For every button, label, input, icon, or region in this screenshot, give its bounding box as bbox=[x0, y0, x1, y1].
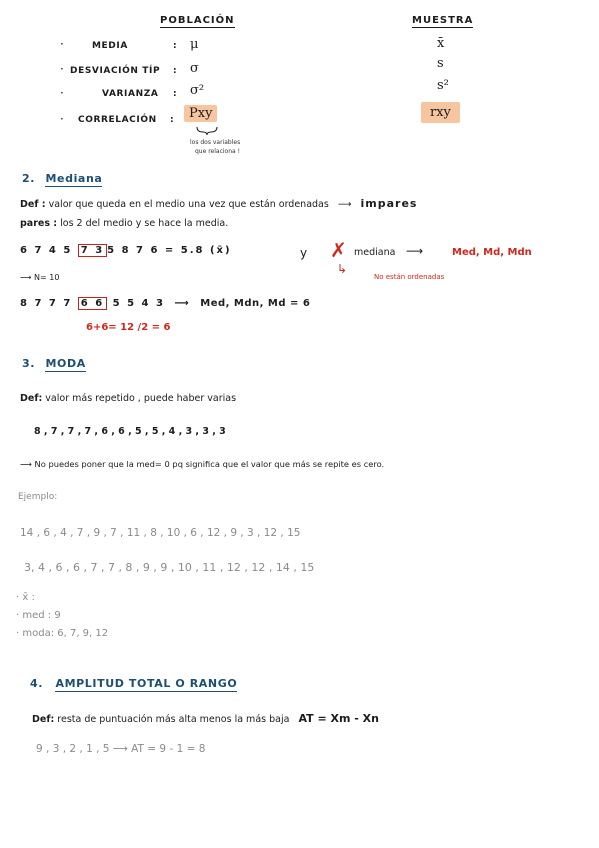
pares-prefix: pares : bbox=[20, 218, 58, 229]
arrow-icon: ⟶ bbox=[20, 273, 32, 282]
moda-def-line bbox=[20, 393, 236, 404]
pob-desviacion-symbol: σ bbox=[190, 61, 199, 76]
section-3-title: MODA bbox=[45, 357, 86, 370]
sub-arrow-icon: ↳ bbox=[337, 262, 348, 276]
section-2-heading bbox=[22, 172, 102, 185]
ex2-boxed-values: 6 6 bbox=[78, 297, 107, 310]
row-label-varianza: VARIANZA bbox=[102, 89, 159, 99]
pob-media-symbol: μ bbox=[190, 37, 199, 52]
bullet-dot: · bbox=[60, 62, 64, 76]
amplitud-formula: AT = Xm - Xn bbox=[298, 712, 379, 725]
arrow-icon: ⟶ bbox=[20, 459, 32, 469]
ex1-y: y bbox=[300, 246, 308, 260]
mediana-notations: Med, Md, Mdn bbox=[452, 247, 532, 258]
bullet-median: · med : 9 bbox=[16, 610, 61, 621]
ex2-result: Med, Mdn, Md = 6 bbox=[200, 298, 311, 309]
muestra-header bbox=[412, 15, 473, 26]
mue-correlacion-highlight: rxy bbox=[421, 102, 460, 123]
muestra-header-label: MUESTRA bbox=[412, 15, 474, 26]
pob-correlacion-highlight: Pxy bbox=[184, 105, 217, 122]
arrow-icon: ⟶ bbox=[406, 244, 424, 258]
bullet-moda: · moda: 6, 7, 9, 12 bbox=[16, 628, 109, 639]
amplitud-def-line bbox=[32, 712, 379, 725]
n-note bbox=[20, 273, 59, 282]
ex2-post: 5 5 4 3 bbox=[112, 298, 165, 309]
row-colon: : bbox=[173, 41, 178, 51]
section-4-heading bbox=[30, 677, 237, 690]
ex2-pre: 8 7 7 7 bbox=[20, 298, 73, 309]
mue-media-symbol: x̄ bbox=[437, 36, 445, 51]
ex2-calculation: 6+6= 12 /2 = 6 bbox=[86, 322, 171, 333]
ex1-pre: 6 7 4 5 bbox=[20, 245, 73, 256]
mediana-def-text: valor que queda en el medio una vez que están ordenadas bbox=[48, 199, 329, 210]
bullet-dot: · bbox=[60, 86, 64, 100]
cross-icon: ✗ bbox=[330, 238, 347, 262]
amplitud-example: 9 , 3 , 2 , 1 , 5 ⟶ AT = 9 - 1 = 8 bbox=[36, 743, 206, 755]
example-sequence-1: 14 , 6 , 4 , 7 , 9 , 7 , 11 , 8 , 10 , 6 , 12 , 9 , 3 , 12 , 15 bbox=[20, 527, 301, 539]
poblacion-header bbox=[160, 15, 235, 26]
example-sequence-2: 3, 4 , 6 , 6 , 7 , 7 , 8 , 9 , 9 , 10 , 11 , 12 , 12 , 14 , 15 bbox=[24, 561, 315, 574]
ex1-post: 5 8 7 6 = 5.8 (x̄) bbox=[107, 245, 232, 256]
def-prefix: Def : bbox=[20, 199, 46, 210]
section-3-number: 3. bbox=[22, 357, 36, 370]
poblacion-header-label: POBLACIÓN bbox=[160, 15, 235, 26]
section-2-number: 2. bbox=[22, 172, 36, 185]
moda-note-text: No puedes poner que la med= 0 pq significa que el valor que más se repite es cero. bbox=[34, 459, 385, 469]
pares-text: los 2 del medio y se hace la media. bbox=[60, 218, 229, 229]
brace-icon bbox=[196, 126, 218, 136]
mue-varianza-symbol: s² bbox=[437, 78, 449, 93]
moda-note bbox=[20, 459, 384, 469]
mediana-example-2 bbox=[20, 298, 310, 309]
brace-note-line-2: que relaciona ! bbox=[195, 148, 241, 155]
bullet-mean: · x̄ : bbox=[16, 592, 35, 603]
row-colon: : bbox=[173, 89, 178, 99]
moda-sequence: 8 , 7 , 7 , 7 , 6 , 6 , 5 , 5 , 4 , 3 , 3 , 3 bbox=[34, 426, 226, 437]
row-colon: : bbox=[170, 115, 175, 125]
amplitud-def-text: resta de puntuación más alta menos la más baja bbox=[57, 714, 290, 725]
pob-correlacion-symbol bbox=[184, 106, 217, 121]
n-value: N= 10 bbox=[34, 273, 60, 282]
row-label-media: MEDIA bbox=[92, 41, 128, 51]
section-4-number: 4. bbox=[30, 677, 44, 690]
mediana-word: mediana bbox=[354, 247, 396, 258]
no-ordenadas-note: No están ordenadas bbox=[374, 273, 445, 281]
section-3-heading bbox=[22, 357, 86, 370]
arrow-icon: ⟶ bbox=[337, 199, 352, 210]
def-prefix: Def: bbox=[32, 714, 55, 725]
row-colon: : bbox=[173, 66, 178, 76]
row-label-correlacion: CORRELACIÓN bbox=[78, 115, 157, 125]
ex1-boxed-values: 7 3 bbox=[78, 244, 107, 257]
arrow-icon: ⟶ bbox=[174, 298, 191, 309]
section-2-title: Mediana bbox=[45, 172, 103, 185]
bullet-dot: · bbox=[60, 112, 64, 126]
mediana-example-1 bbox=[20, 245, 232, 256]
ejemplo-label: Ejemplo: bbox=[18, 492, 58, 502]
brace-note-line-1: los dos variables bbox=[190, 139, 241, 146]
impares-label: impares bbox=[360, 197, 418, 210]
moda-def-text: valor más repetido , puede haber varias bbox=[45, 393, 237, 404]
mediana-def-line bbox=[20, 197, 417, 210]
section-4-title: AMPLITUD TOTAL O RANGO bbox=[55, 677, 238, 690]
def-prefix: Def: bbox=[20, 393, 43, 404]
bullet-dot: · bbox=[60, 37, 64, 51]
mue-desviacion-symbol: s bbox=[437, 56, 444, 71]
mue-correlacion-symbol bbox=[421, 105, 460, 120]
row-label-desviacion: DESVIACIÓN TÍP bbox=[70, 66, 161, 76]
mediana-pares-line bbox=[20, 218, 228, 229]
pob-varianza-symbol: σ² bbox=[190, 83, 205, 98]
